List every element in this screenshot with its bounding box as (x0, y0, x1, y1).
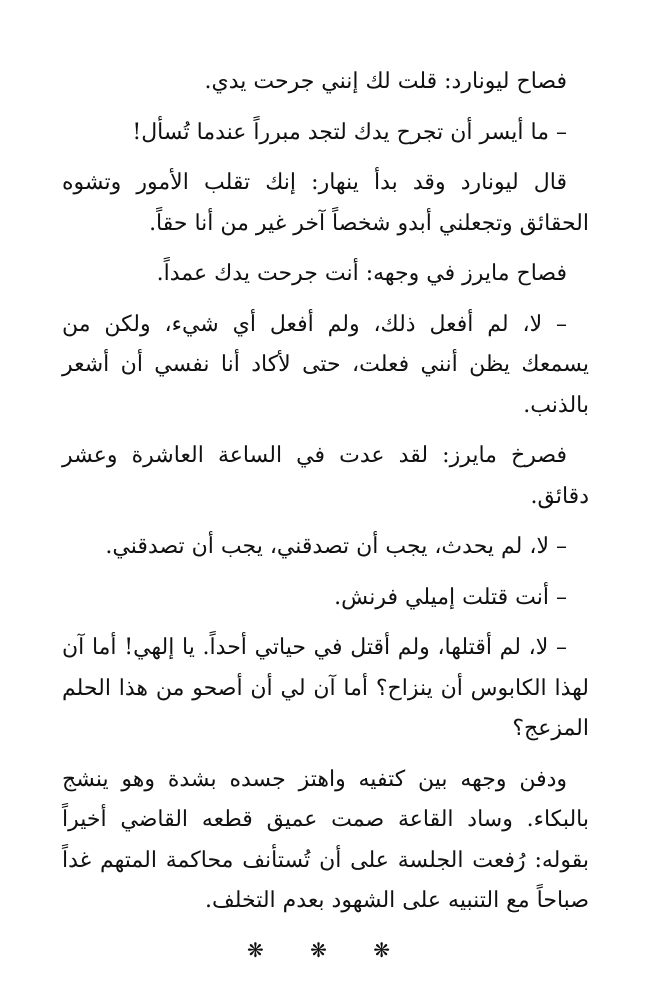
page-text (62, 62, 589, 932)
paragraph-9: – لا، لم أقتلها، ولم أقتل في حياتي أحداً. يا إلهي! أما آن لهذا الكابوس أن ينزاح؟ أما آن لي أن أصحو من هذا الحلم المزعج؟ (62, 635, 589, 741)
paragraph-1: فصاح ليونارد: قلت لك إنني جرحت يدي. (204, 69, 567, 94)
section-divider (0, 938, 651, 962)
paragraph-10: ودفن وجهه بين كتفيه واهتز جسده بشدة وهو ينشج بالبكاء. وساد القاعة صمت عميق قطعه القاضي أخيراً بقوله: رُفعت الجلسة على أن تُستأنف محاكمة المتهم غداً صباحاً مع التنبيه على الشهود بعدم التخلف. (62, 766, 589, 913)
paragraph-3: قال ليونارد وقد بدأ ينهار: إنك تقلب الأمور وتشوه الحقائق وتجعلني أبدو شخصاً آخر غير من أنا حقاً. (62, 170, 589, 236)
paragraph-2: – ما أيسر أن تجرح يدك لتجد مبرراً عندما تُسأل! (132, 119, 567, 145)
paragraph-6: فصرخ مايرز: لقد عدت في الساعة العاشرة وعشر دقائق. (62, 443, 589, 509)
asterism-star-icon: ❋ (373, 938, 404, 962)
paragraph-5: – لا، لم أفعل ذلك، ولم أفعل أي شيء، ولكن من يسمعك يظن أنني فعلت، حتى لأكاد أنا نفسي أن أشعر بالذنب. (62, 311, 589, 418)
paragraph-4: فصاح مايرز في وجهه: أنت جرحت يدك عمداً. (156, 261, 567, 286)
paragraph-7: – لا، لم يحدث، يجب أن تصدقني، يجب أن تصدقني. (105, 534, 567, 559)
asterism-star-icon: ❋ (246, 938, 278, 962)
asterism-star-icon: ❋ (310, 938, 341, 962)
paragraph-8: – أنت قتلت إميلي فرنش. (334, 584, 567, 610)
